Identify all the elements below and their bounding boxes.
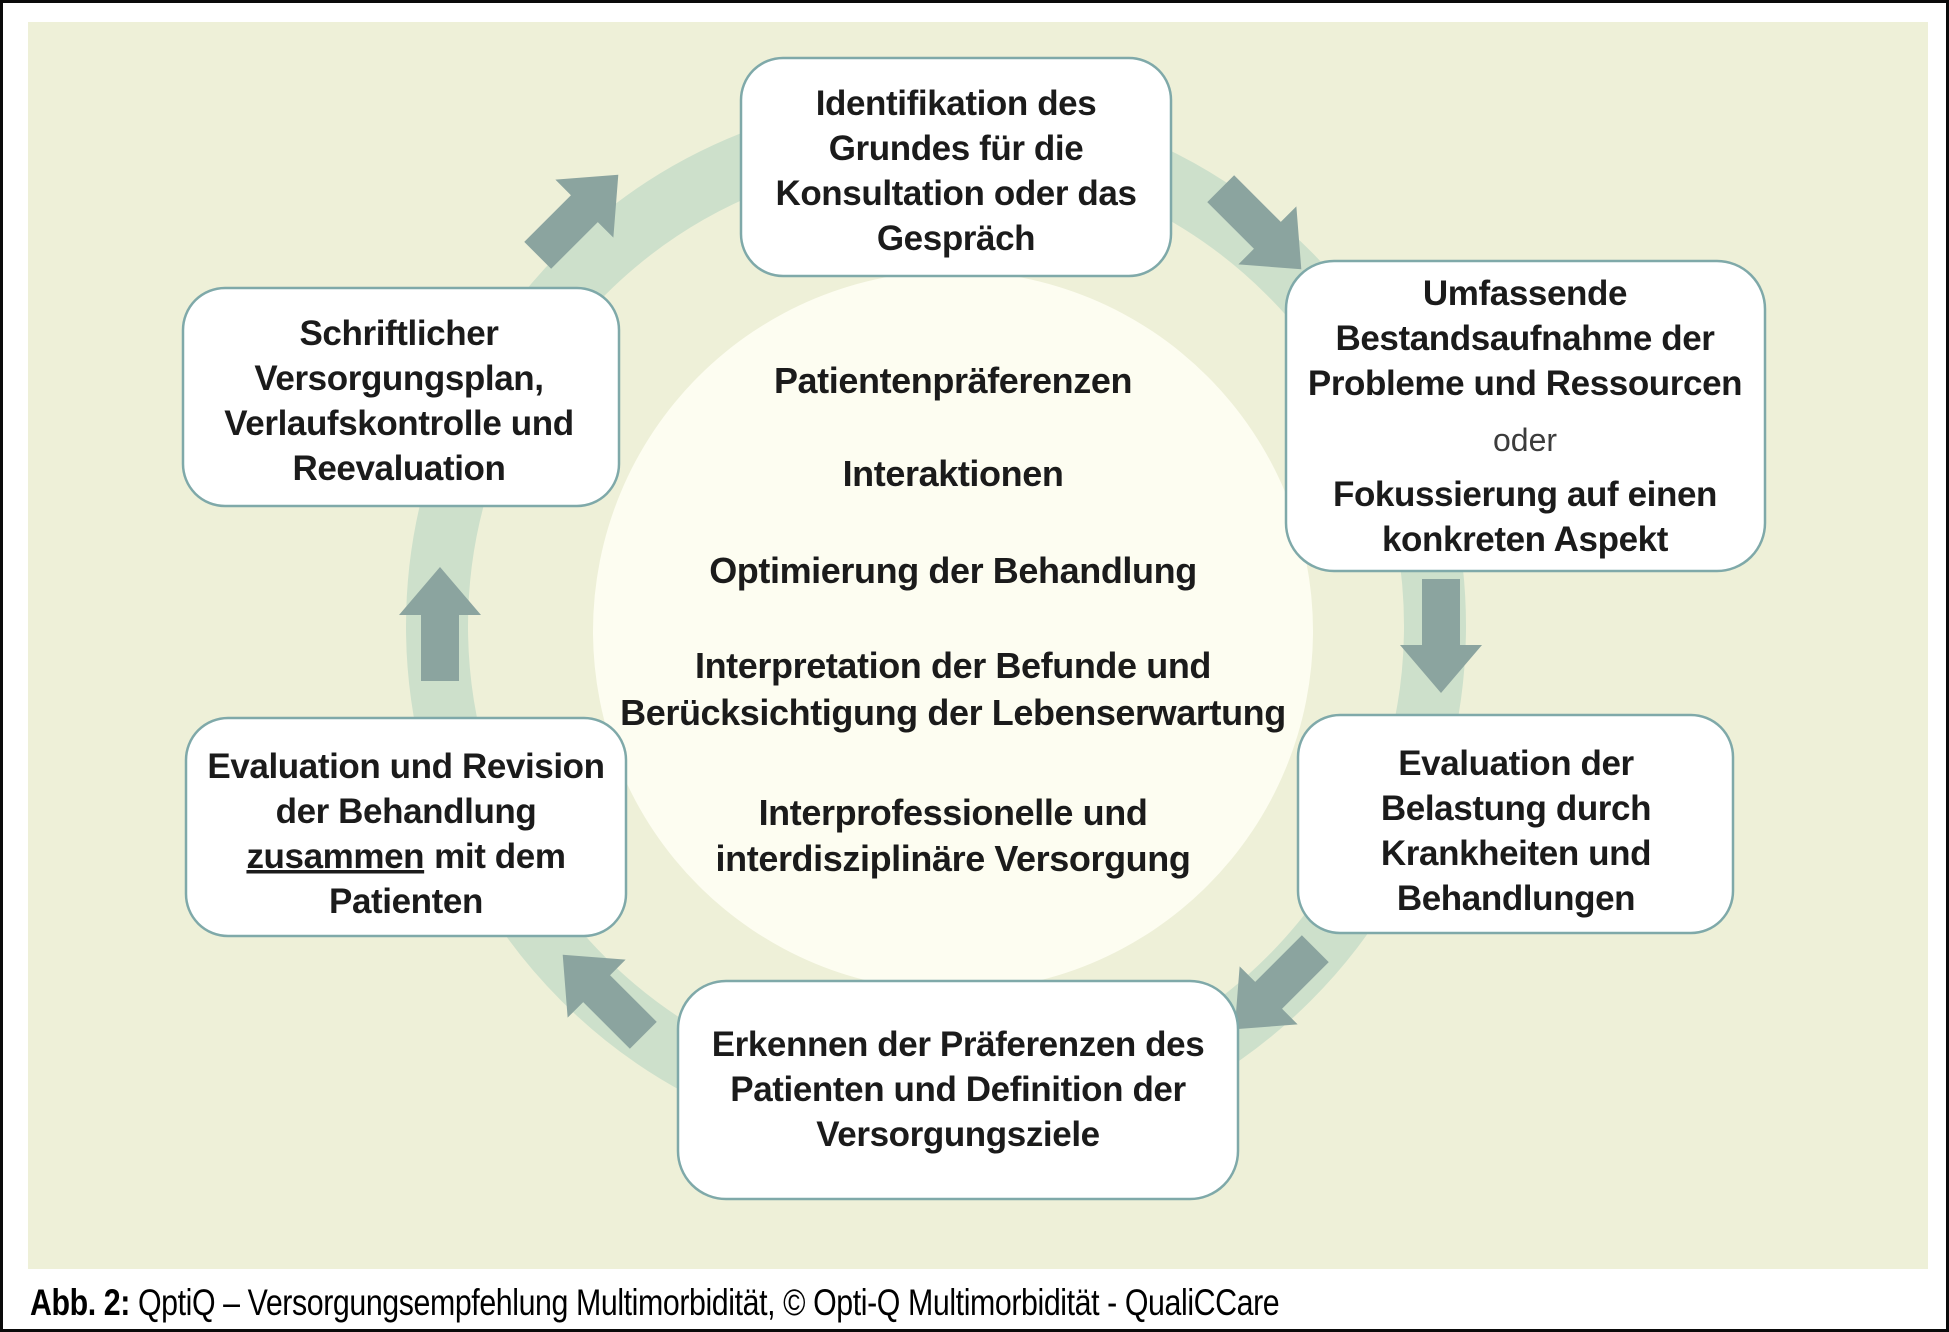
box-identifikation-line: Konsultation oder das xyxy=(775,174,1137,213)
figure-caption xyxy=(30,1282,1279,1324)
caption-text: QptiQ – Versorgungsempfehlung Multimorbidität, © Opti-Q Multimorbidität - QualiCCare xyxy=(137,1282,1280,1323)
box-identifikation xyxy=(741,58,1171,276)
box-evaluation-revision-line: Patienten xyxy=(329,882,483,921)
box-evaluation-belastung xyxy=(1298,715,1733,933)
box-versorgungsplan-line: Versorgungsplan, xyxy=(254,359,544,398)
box-bestandsaufnahme-line: Umfassende xyxy=(1422,274,1628,313)
center-item-interpretation-line2: Berücksichtigung der Lebenserwartung xyxy=(620,692,1286,733)
box-versorgungsplan-line: Verlaufskontrolle und xyxy=(224,404,574,443)
box-identifikation-line: Identifikation des xyxy=(815,84,1097,123)
box-bestandsaufnahme-line: Fokussierung auf einen xyxy=(1332,475,1718,514)
box-evaluation-revision-line-underlined xyxy=(246,837,565,876)
box-erkennen-praeferenzen-line: Patienten und Definition der xyxy=(730,1070,1186,1109)
box-erkennen-praeferenzen-line: Versorgungsziele xyxy=(816,1115,1100,1154)
box-identifikation-line: Gespräch xyxy=(876,219,1036,258)
box-erkennen-praeferenzen xyxy=(678,981,1238,1199)
center-item-optimierung: Optimierung der Behandlung xyxy=(709,550,1197,591)
box-versorgungsplan xyxy=(183,288,619,506)
caption-label: Abb. 2: xyxy=(30,1282,130,1323)
center-item-patientenpraeferenzen: Patientenpräferenzen xyxy=(773,360,1133,401)
box-versorgungsplan-line: Reevaluation xyxy=(292,449,506,488)
cycle-diagram xyxy=(3,3,1949,1332)
box-versorgungsplan-line: Schriftlicher xyxy=(299,314,499,353)
box-evaluation-belastung-line: Krankheiten und xyxy=(1380,834,1652,873)
box-bestandsaufnahme xyxy=(1286,261,1765,571)
box-evaluation-belastung-line: Belastung durch xyxy=(1380,789,1652,828)
box-bestandsaufnahme-line: Probleme und Ressourcen xyxy=(1307,364,1743,403)
box-evaluation-belastung-line: Behandlungen xyxy=(1396,879,1636,918)
after-underlined-word: mit dem xyxy=(434,837,566,876)
center-item-interprofessionell-line1: Interprofessionelle und xyxy=(758,792,1148,833)
center-item-interaktionen: Interaktionen xyxy=(842,453,1064,494)
underlined-word: zusammen xyxy=(246,837,425,876)
center-item-interpretation-line1: Interpretation der Befunde und xyxy=(694,645,1212,686)
box-bestandsaufnahme-line: konkreten Aspekt xyxy=(1381,520,1669,559)
box-evaluation-belastung-line: Evaluation der xyxy=(1398,744,1634,783)
box-erkennen-praeferenzen-line: Erkennen der Präferenzen des xyxy=(711,1025,1205,1064)
box-evaluation-revision-line: der Behandlung xyxy=(275,792,537,831)
box-evaluation-revision xyxy=(186,718,626,936)
box-identifikation-line: Grundes für die xyxy=(828,129,1084,168)
box-evaluation-revision-line: Evaluation und Revision xyxy=(207,747,605,786)
box-bestandsaufnahme-oder: oder xyxy=(1492,422,1558,458)
center-item-interprofessionell-line2: interdisziplinäre Versorgung xyxy=(715,838,1191,879)
box-bestandsaufnahme-line: Bestandsaufnahme der xyxy=(1335,319,1715,358)
